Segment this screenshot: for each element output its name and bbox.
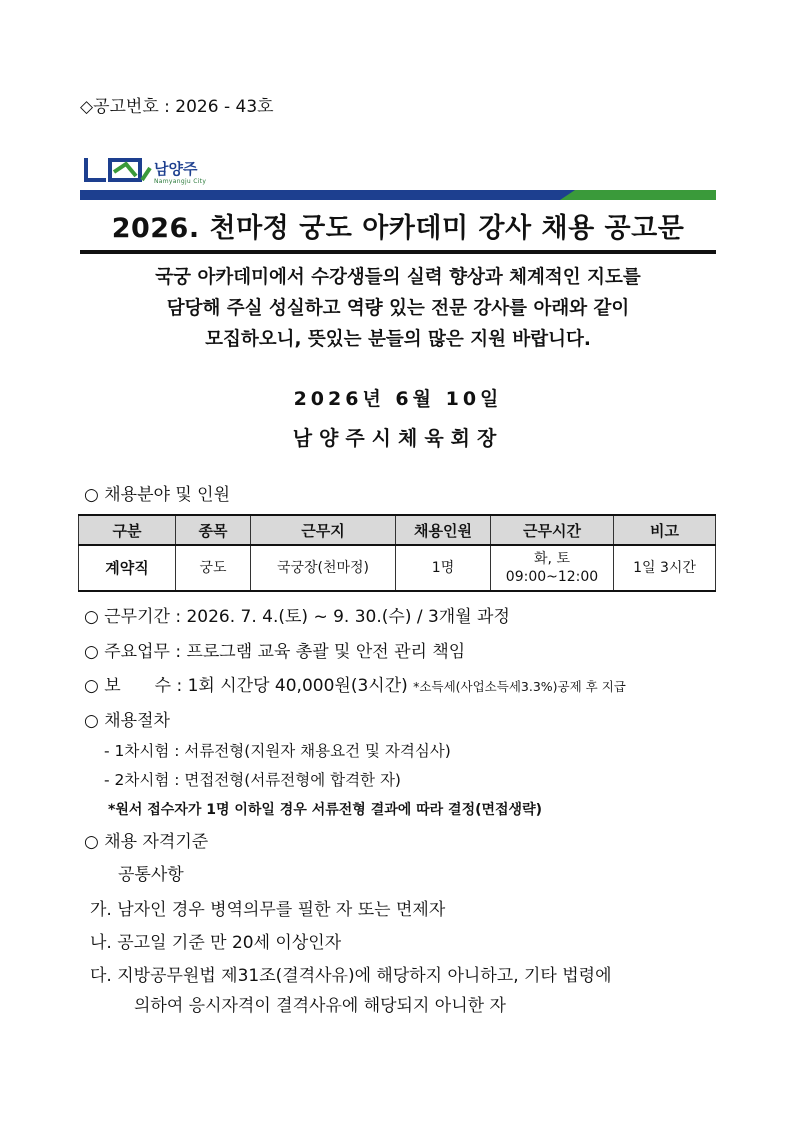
cell-time — [491, 545, 614, 591]
table-header: 구분 — [79, 515, 176, 545]
qualification-item: 나. 공고일 기준 만 20세 이상인자 — [90, 933, 342, 953]
cell-time-hours: 09:00~12:00 — [505, 569, 599, 585]
intro-line: 담당해 주실 성실하고 역량 있는 전문 강사를 아래와 같이 — [166, 298, 630, 319]
cell-time-days: 화, 토 — [534, 551, 570, 567]
qualification-heading: ○ 채용 자격기준 — [84, 832, 209, 852]
table-header: 종목 — [176, 515, 251, 545]
procedure-note: *원서 접수자가 1명 이하일 경우 서류전형 결과에 따라 결정(면접생략) — [108, 802, 542, 818]
title-divider — [80, 250, 716, 254]
cell-count: 1명 — [396, 545, 491, 591]
pay — [84, 671, 626, 696]
table-header: 근무시간 — [491, 515, 614, 545]
intro-line: 모집하오니, 뜻있는 분들의 많은 지원 바랍니다. — [205, 329, 591, 350]
pay-note: *소득세(사업소득세3.3%)공제 후 지급 — [413, 679, 626, 694]
logo-text: 남양주 — [154, 160, 198, 178]
cell-note: 1일 3시간 — [614, 545, 716, 591]
cell-event: 궁도 — [176, 545, 251, 591]
logo-subtext: Namyangju City — [154, 178, 207, 185]
intro-text — [80, 262, 716, 355]
qualification-common: 공통사항 — [118, 865, 184, 885]
qualification-item: 다. 지방공무원법 제31조(결격사유)에 해당하지 아니하고, 기타 법령에 — [90, 966, 612, 986]
procedure-step1: - 1차시험 : 서류전형(지원자 채용요건 및 자격심사) — [104, 742, 451, 760]
cell-location: 국궁장(천마정) — [251, 545, 396, 591]
table-header: 근무지 — [251, 515, 396, 545]
work-period: ○ 근무기간 : 2026. 7. 4.(토) ~ 9. 30.(수) / 3개월 과정 — [84, 607, 510, 627]
organization-name: 남양주시체육회장 — [292, 426, 504, 450]
section-recruitment: ○ 채용분야 및 인원 — [84, 485, 230, 505]
qualification-item: 가. 남자인 경우 병역의무를 필한 자 또는 면제자 — [90, 900, 446, 920]
procedure-step2: - 2차시험 : 면접전형(서류전형에 합격한 자) — [104, 771, 401, 789]
procedure-heading: ○ 채용절차 — [84, 711, 170, 731]
table-row — [79, 545, 716, 591]
table-header: 채용인원 — [396, 515, 491, 545]
main-duty: ○ 주요업무 : 프로그램 교육 총괄 및 안전 관리 책임 — [84, 642, 466, 662]
header-band — [80, 190, 716, 200]
intro-line: 국궁 아카데미에서 수강생들의 실력 향상과 체계적인 지도를 — [155, 267, 641, 288]
pay-label: ○ 보 수 : 1회 시간당 40,000원(3시간) — [84, 676, 408, 696]
notice-number: ◇공고번호 : 2026 - 43호 — [80, 97, 274, 117]
notice-date: 2026년 6월 10일 — [293, 388, 503, 410]
table-header: 비고 — [614, 515, 716, 545]
page-title: 2026. 천마정 궁도 아카데미 강사 채용 공고문 — [111, 213, 685, 244]
qualification-item: 의하여 응시자격이 결격사유에 해당되지 아니한 자 — [134, 996, 506, 1016]
recruitment-table — [78, 514, 716, 592]
cell-type: 계약직 — [79, 545, 176, 591]
